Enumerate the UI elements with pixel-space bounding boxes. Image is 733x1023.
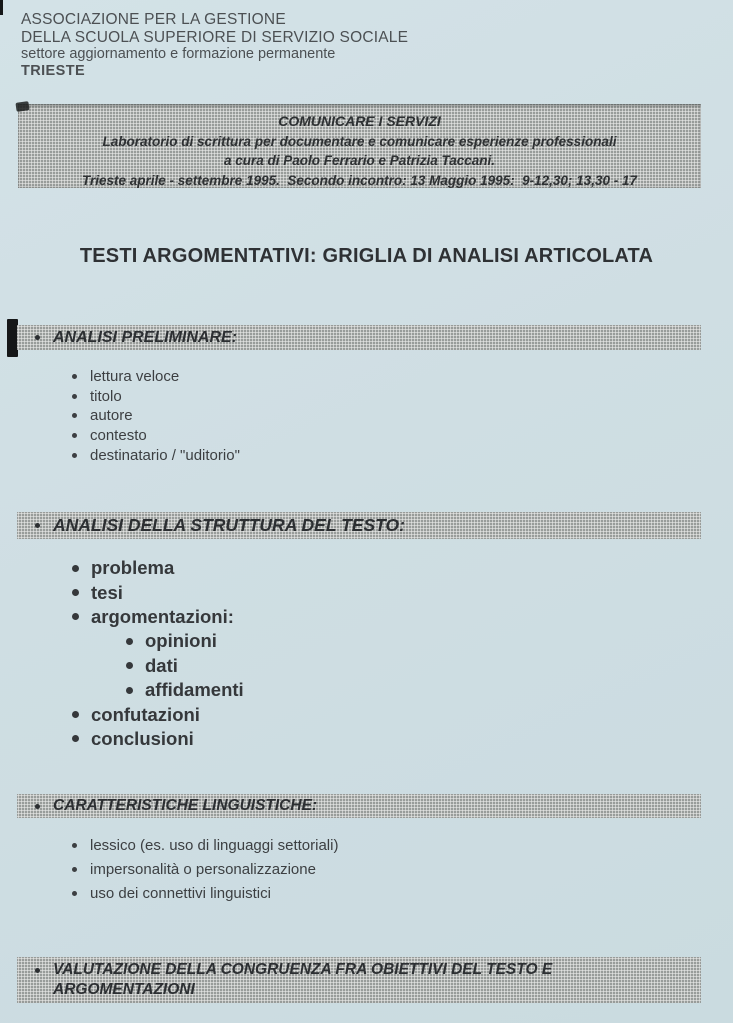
- list-item: [72, 881, 338, 905]
- bullet-icon: [126, 687, 133, 694]
- scan-artifact: [15, 101, 29, 112]
- org-department: settore aggiornamento e formazione permanente: [21, 46, 336, 62]
- course-banner: [18, 104, 701, 188]
- list-item-label: affidamenti: [145, 679, 244, 701]
- bullet-icon: [72, 413, 77, 418]
- org-city: TRIESTE: [21, 63, 86, 79]
- section-heading-label: VALUTAZIONE DELLA CONGRUENZA FRA OBIETTIVI DEL TESTO E ARGOMENTAZIONI: [53, 961, 553, 998]
- list-item-label: lessico (es. uso di linguaggi settoriali): [90, 836, 339, 854]
- sub-list-item: [126, 629, 244, 653]
- section-heading-caratteristiche-linguistiche: [17, 794, 701, 818]
- list-item: [72, 833, 338, 857]
- list-item: [72, 605, 244, 629]
- bullet-icon: [72, 843, 77, 848]
- banner-schedule: Trieste aprile - settembre 1995. Secondo incontro: 13 Maggio 1995: 9-12,30; 13,30 - 17: [82, 172, 637, 188]
- letterhead: [21, 11, 408, 80]
- list-item: [72, 445, 240, 465]
- bullet-icon: [72, 711, 79, 718]
- bullet-icon: [126, 638, 133, 645]
- list-item: [72, 702, 244, 726]
- bullet-icon: [72, 735, 79, 742]
- list-item-label: lettura veloce: [90, 368, 180, 386]
- list-item: [72, 556, 244, 580]
- bullet-icon: [72, 565, 79, 572]
- list-item-label: uso dei connettivi linguistici: [90, 884, 271, 902]
- list-item: [72, 857, 338, 881]
- bullet-icon: [72, 433, 77, 438]
- list-item-label: tesi: [91, 581, 123, 603]
- section-heading-label: ANALISI PRELIMINARE:: [53, 328, 237, 346]
- bullet-icon: [72, 453, 77, 458]
- section-heading-analisi-struttura: [17, 512, 701, 539]
- document-title: TESTI ARGOMENTATIVI: GRIGLIA DI ANALISI ARTICOLATA: [79, 245, 654, 267]
- list-item-label: titolo: [90, 387, 122, 405]
- bullet-icon: [126, 662, 133, 669]
- bullet-icon: [35, 335, 40, 340]
- list-item: [72, 367, 240, 387]
- bullet-icon: [72, 867, 77, 872]
- list-item-label: argomentazioni:: [91, 605, 234, 627]
- list-item-label: dati: [145, 654, 178, 676]
- analisi-struttura-list: [72, 556, 244, 751]
- list-item-label: autore: [90, 407, 133, 425]
- bullet-icon: [72, 374, 77, 379]
- bullet-icon: [35, 804, 40, 809]
- section-heading-label: ANALISI DELLA STRUTTURA DEL TESTO:: [53, 515, 405, 535]
- bullet-icon: [72, 613, 79, 620]
- banner-subtitle: Laboratorio di scrittura per documentare e comunicare esperienze professionali: [102, 133, 617, 149]
- sub-list-item: [126, 654, 244, 678]
- list-item-label: confutazioni: [91, 703, 200, 725]
- analisi-preliminare-list: [72, 367, 240, 465]
- sub-list-item: [126, 678, 244, 702]
- scan-artifact: [0, 0, 3, 15]
- section-heading-analisi-preliminare: [17, 325, 701, 350]
- list-item-label: opinioni: [145, 630, 217, 652]
- org-name-line1: ASSOCIAZIONE PER LA GESTIONE: [21, 11, 286, 28]
- org-name-line2: DELLA SCUOLA SUPERIORE DI SERVIZIO SOCIALE: [21, 28, 409, 46]
- banner-curators: a cura di Paolo Ferrario e Patrizia Taccani.: [223, 153, 496, 168]
- list-item-label: problema: [91, 557, 175, 579]
- list-item-label: destinatario / "uditorio": [90, 446, 240, 464]
- caratteristiche-linguistiche-list: [72, 833, 338, 905]
- banner-title: COMUNICARE I SERVIZI: [278, 113, 441, 129]
- bullet-icon: [72, 589, 79, 596]
- section-heading-valutazione-congruenza: [17, 957, 701, 1003]
- list-item: [72, 580, 244, 604]
- list-item: [72, 406, 240, 426]
- bullet-icon: [72, 891, 77, 896]
- list-item-label: impersonalità o personalizzazione: [90, 860, 316, 878]
- list-item: [72, 727, 244, 751]
- list-item-label: contesto: [90, 427, 147, 445]
- bullet-icon: [35, 968, 40, 973]
- bullet-icon: [35, 523, 40, 528]
- list-item: [72, 426, 240, 446]
- list-item-label: conclusioni: [91, 727, 194, 749]
- list-item: [72, 387, 240, 407]
- bullet-icon: [72, 394, 77, 399]
- section-heading-label: CARATTERISTICHE LINGUISTICHE:: [53, 797, 318, 814]
